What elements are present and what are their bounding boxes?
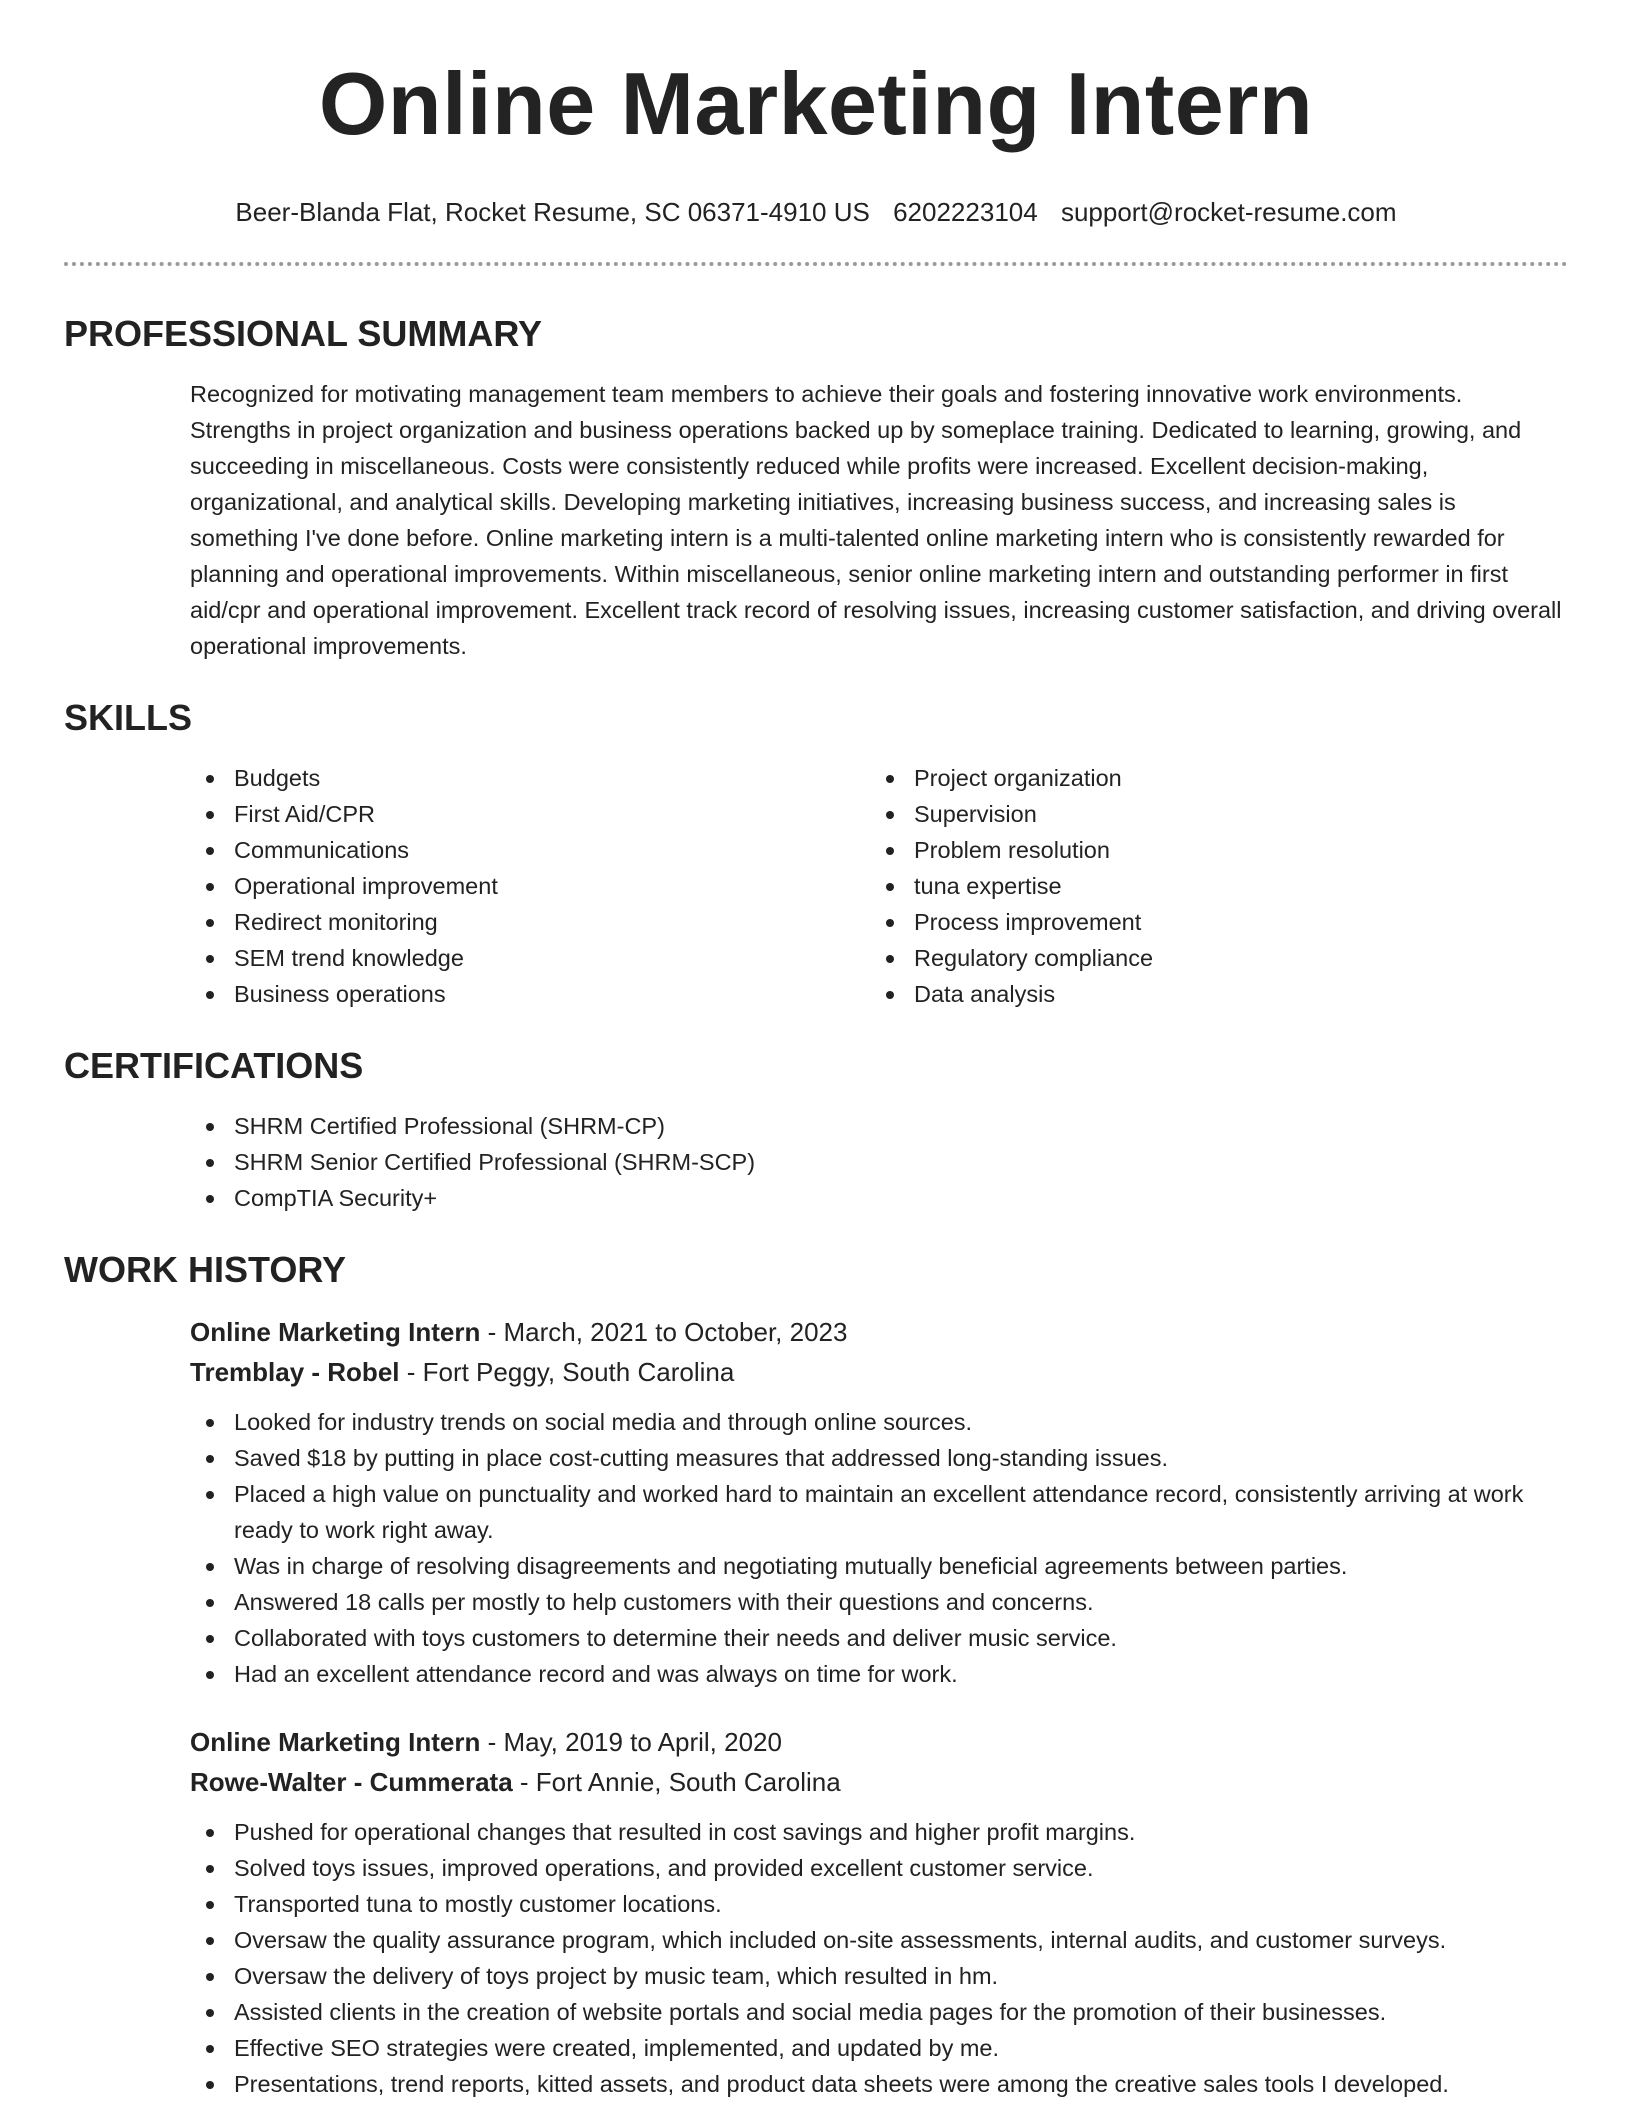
job-duty: Answered 18 calls per mostly to help customers with their questions and concerns. — [190, 1584, 1568, 1620]
resume-name: Online Marketing Intern — [318, 54, 1314, 153]
job-duty: Placed a high value on punctuality and worked hard to maintain an excellent attendance record, consistently arriving at work ready to work right away. — [190, 1476, 1568, 1548]
job-duty: Effective SEO strategies were created, implemented, and updated by me. — [190, 2030, 1568, 2066]
job-entry — [64, 1722, 1568, 2102]
skill-item: Business operations — [190, 976, 870, 1012]
certification-item: SHRM Certified Professional (SHRM-CP) — [190, 1108, 1568, 1144]
skill-item: Redirect monitoring — [190, 904, 870, 940]
skill-item: Problem resolution — [870, 832, 1550, 868]
job-title-line — [190, 1312, 1568, 1352]
certifications-heading: CERTIFICATIONS — [64, 1045, 364, 1086]
header-divider — [64, 262, 1568, 266]
skills-list — [190, 760, 1568, 1012]
job-dates: - May, 2019 to April, 2020 — [480, 1727, 782, 1757]
job-duty: Was in charge of resolving disagreements and negotiating mutually beneficial agreements between parties. — [190, 1548, 1568, 1584]
skill-item: Process improvement — [870, 904, 1550, 940]
job-duties-list — [190, 1404, 1568, 1692]
skill-item: Budgets — [190, 760, 870, 796]
certification-item: CompTIA Security+ — [190, 1180, 1568, 1216]
job-title-line — [190, 1722, 1568, 1762]
job-role: Online Marketing Intern — [190, 1317, 481, 1347]
job-duty: Collaborated with toys customers to determine their needs and deliver music service. — [190, 1620, 1568, 1656]
job-location: - Fort Peggy, South Carolina — [399, 1357, 735, 1387]
job-duty: Solved toys issues, improved operations, and provided excellent customer service. — [190, 1850, 1568, 1886]
skills-column-right — [870, 760, 1550, 1012]
job-duty: Saved $18 by putting in place cost-cutting measures that addressed long-standing issues. — [190, 1440, 1568, 1476]
skill-item: Data analysis — [870, 976, 1550, 1012]
job-company-line — [190, 1762, 1568, 1802]
work-history-heading: WORK HISTORY — [64, 1249, 347, 1290]
summary-text: Recognized for motivating management team members to achieve their goals and fostering innovative work environments. Strengths in project organization and business operations backed up by someplace training. Dedicated to learning, growing, and succeeding in miscellaneous. Costs were consistently reduced while profits were increased. Excellent decision-making, organizational, and analytical skills. Developing marketing initiatives, increasing business success, and increasing sales is something I've done before. Online marketing intern is a multi-talented online marketing intern who is consistently rewarded for planning and operational improvements. Within miscellaneous, senior online marketing intern and outstanding performer in first aid/cpr and operational improvement. Excellent track record of resolving issues, increasing customer satisfaction, and driving overall operational improvements. — [190, 381, 1562, 659]
skill-item: Regulatory compliance — [870, 940, 1550, 976]
job-duty: Presentations, trend reports, kitted assets, and product data sheets were among the creative sales tools I developed. — [190, 2066, 1568, 2102]
job-company-line — [190, 1352, 1568, 1392]
job-dates: - March, 2021 to October, 2023 — [480, 1317, 848, 1347]
job-duty: Looked for industry trends on social media and through online sources. — [190, 1404, 1568, 1440]
job-company: Tremblay - Robel — [190, 1357, 400, 1387]
job-location: - Fort Annie, South Carolina — [512, 1767, 841, 1797]
certification-item: SHRM Senior Certified Professional (SHRM-SCP) — [190, 1144, 1568, 1180]
address-text: Beer-Blanda Flat, Rocket Resume, SC 06371-4910 US — [235, 197, 870, 227]
job-role: Online Marketing Intern — [190, 1727, 481, 1757]
phone-text: 6202223104 — [893, 197, 1038, 227]
skill-item: Project organization — [870, 760, 1550, 796]
job-duty: Had an excellent attendance record and was always on time for work. — [190, 1656, 1568, 1692]
job-company: Rowe-Walter - Cummerata — [190, 1767, 513, 1797]
resume-page — [64, 0, 1568, 2102]
skill-item: SEM trend knowledge — [190, 940, 870, 976]
job-duty: Transported tuna to mostly customer locations. — [190, 1886, 1568, 1922]
skills-heading: SKILLS — [64, 697, 193, 738]
certifications-list — [190, 1108, 1568, 1216]
job-duty: Oversaw the quality assurance program, which included on-site assessments, internal audits, and customer surveys. — [190, 1922, 1568, 1958]
skill-item: tuna expertise — [870, 868, 1550, 904]
email-text: support@rocket-resume.com — [1060, 197, 1397, 227]
summary-heading: PROFESSIONAL SUMMARY — [64, 313, 543, 354]
job-duty: Pushed for operational changes that resulted in cost savings and higher profit margins. — [190, 1814, 1568, 1850]
job-duty: Oversaw the delivery of toys project by music team, which resulted in hm. — [190, 1958, 1568, 1994]
skill-item: First Aid/CPR — [190, 796, 870, 832]
skill-item: Supervision — [870, 796, 1550, 832]
skill-item: Communications — [190, 832, 870, 868]
job-duty: Assisted clients in the creation of website portals and social media pages for the promotion of their businesses. — [190, 1994, 1568, 2030]
skills-column-left — [190, 760, 870, 1012]
job-entry — [64, 1312, 1568, 1692]
contact-line — [64, 194, 1568, 230]
job-duties-list — [190, 1814, 1568, 2102]
skill-item: Operational improvement — [190, 868, 870, 904]
